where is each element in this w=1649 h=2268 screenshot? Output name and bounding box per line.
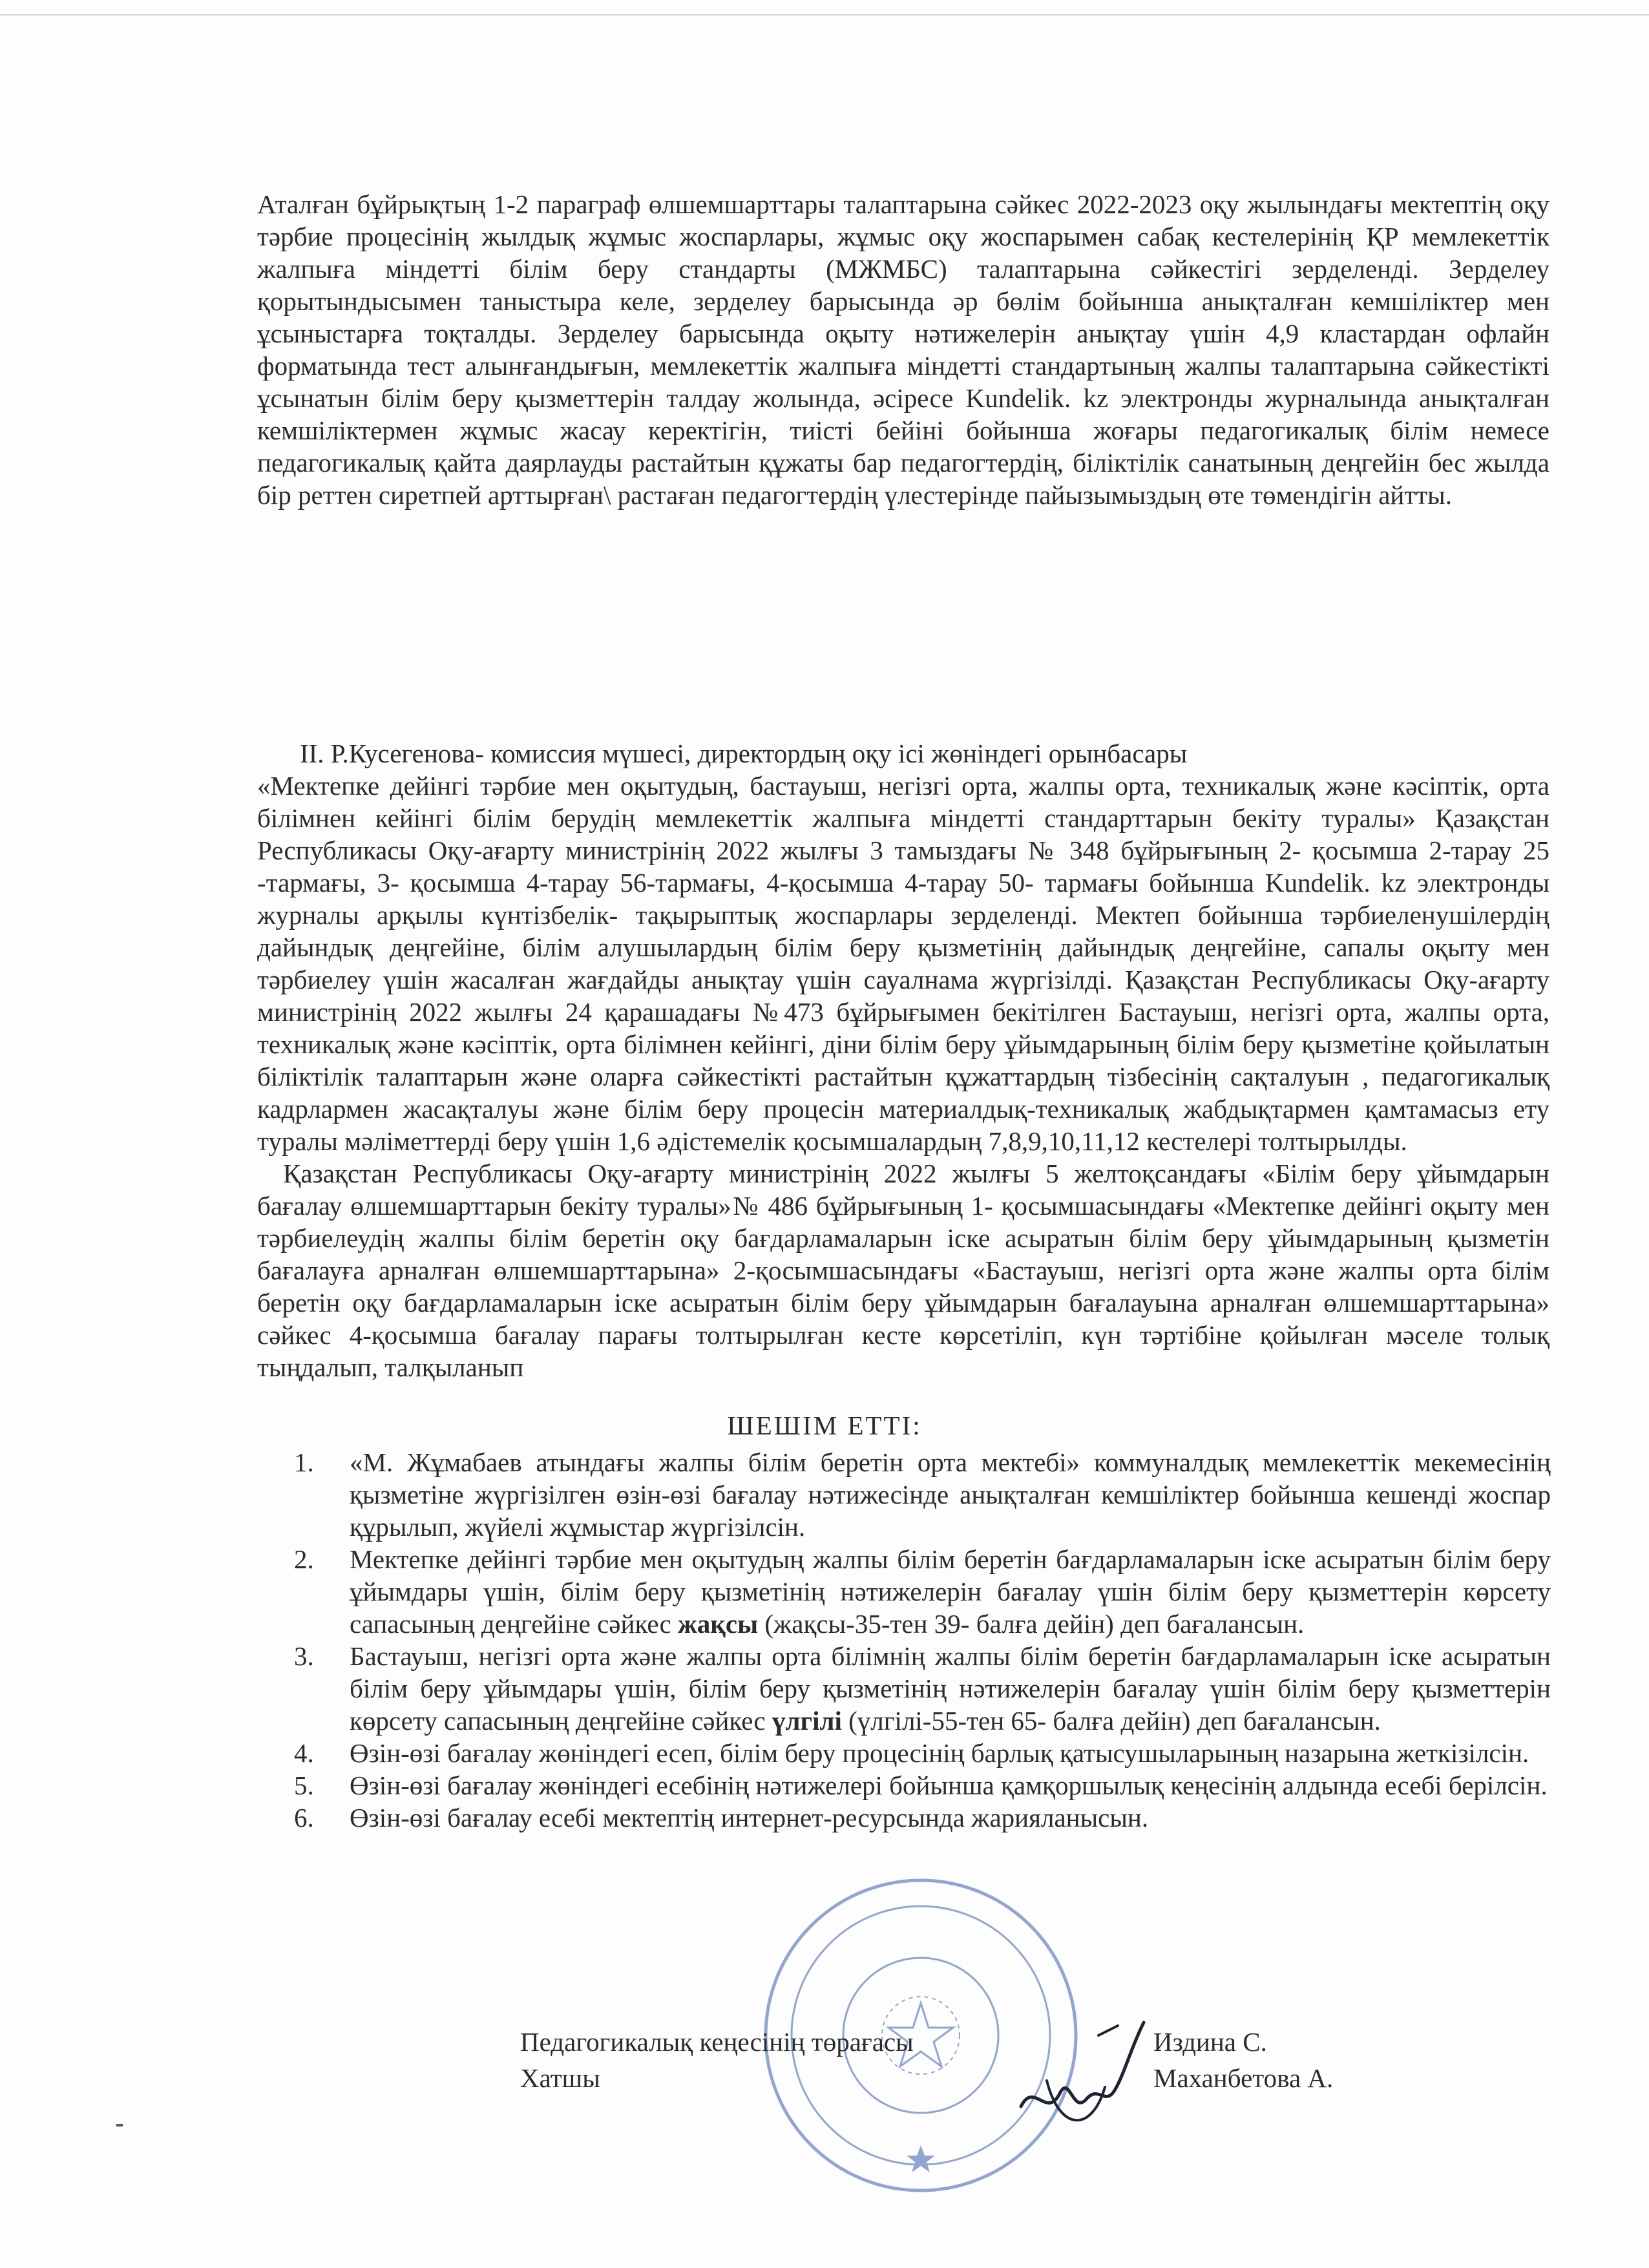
- signature-name: Издина С.: [1153, 2027, 1267, 2057]
- decision-text-end: (үлгілі-55-тен 65- балға дейін) деп бағалансын.: [841, 1706, 1381, 1736]
- decision-rating: үлгілі: [772, 1706, 842, 1736]
- decision-number: 1.: [294, 1447, 314, 1477]
- decision-item-4: [294, 1737, 1551, 1769]
- decision-number: 2.: [294, 1544, 314, 1574]
- decision-number: 3.: [294, 1641, 314, 1671]
- top-divider: [0, 14, 1649, 16]
- signature-row-secretary: [520, 2060, 1425, 2096]
- decision-text: Өзін-өзі бағалау жөніндегі есеп, білім беру процесінің барлық қатысушыларының назарына жеткізілсін.: [350, 1738, 1529, 1768]
- decision-text-start: Мектепке дейінгі тәрбие мен оқытудың жалпы білім беретін бағдарламаларын іске асыратын білім беру ұйымдары үшін, білім беру қызметінің нәтижелерін бағалау үшін білім беру қызметтерін көрсету сапасының деңгейіне сәйкес: [350, 1544, 1551, 1639]
- decision-number: 4.: [294, 1738, 314, 1768]
- decision-rating: жақсы: [678, 1609, 759, 1639]
- paragraph-standards: [257, 743, 1549, 1184]
- decision-item-5: [294, 1769, 1551, 1801]
- decision-text-start: Бастауыш, негізгі орта және жалпы орта білімнің жалпы білім беретін бағдарламаларын іске асыратын білім беру ұйымдары үшін, білім беру қызметінің нәтижелерін бағалау үшін білім беру қызметтерін көрсету сапасының деңгейіне сәйкес: [350, 1641, 1551, 1736]
- paragraph-evaluation: [257, 1131, 1549, 1410]
- decision-list: [294, 1446, 1551, 1834]
- signature-role: Хатшы: [520, 2063, 600, 2093]
- decision-number: 5.: [294, 1770, 314, 1800]
- decision-item-2: [294, 1543, 1551, 1640]
- signature-role: Педагогикалық кеңесінің төрағасы: [520, 2027, 914, 2057]
- decision-text: Өзін-өзі бағалау жөніндегі есебінің нәтижелері бойынша қамқоршылық кеңесінің алдында есебі берілсін.: [350, 1770, 1548, 1800]
- decision-heading: ШЕШІМ ЕТТІ:: [727, 1411, 922, 1440]
- decision-text: «М. Жұмабаев атындағы жалпы білім беретін орта мектебі» коммуналдық мемлекеттік мекемесінің қызметіне жүргізілген өзін-өзі бағалау нәтижесінде анықталған кемшіліктер бойынша кешенді жоспар құрылып, жүйелі жұмыстар жүргізілсін.: [350, 1447, 1551, 1542]
- signature-block: [520, 2024, 1425, 2096]
- decision-number: 6.: [294, 1803, 314, 1832]
- decision-item-6: [294, 1801, 1551, 1834]
- speaker-line: II. Р.Кусегенова- комиссия мүшесі, директордың оқу ісі жөніндегі орынбасары: [300, 739, 1188, 768]
- signature-row-chair: [520, 2024, 1425, 2060]
- decision-item-3: [294, 1640, 1551, 1737]
- decision-text: Өзін-өзі бағалау есебі мектептің интернет-ресурсында жарияланысын.: [350, 1803, 1149, 1832]
- signature-name: Маханбетова А.: [1153, 2063, 1334, 2093]
- paragraph-intro-text: Аталған бұйрықтың 1-2 параграф өлшемшарттары талаптарына сәйкес 2022-2023 оқу жылындағы мектептің оқу тәрбие процесінің жылдық жұмыс жоспарлары, жұмыс оқу жоспарымен сабақ кестелерінің ҚР мемлекеттік жалпыға міндетті білім беру стандарты (МЖМБС) талаптарына сәйкестігі зерделенді. Зерделеу қорытындысымен таныстыра келе, зерделеу барысында әр бөлім бойынша анықталған кемшіліктер мен ұсыныстарға тоқталды. Зерделеу барысында оқыту нәтижелерін анықтау үшін 4,9 кластардан офлайн форматында тест алынғандығын, мемлекеттік жалпыға міндетті стандартының жалпы талаптарына сәйкестікті ұсынатын білім беру қызметтерін талдау жолында, әсіресе Kundelik. kz электронды журналында анықталған кемшіліктермен жұмыс жасау керектігін, тиісті бейіні бойынша жоғары педагогикалық білім немесе педагогикалық қайта даярлауды растайтын құжаты бар педагогтердің, біліктілік санатының деңгейін бес жылда бір реттен сиретпей арттырған\ растаған педагогтердің үлестерінде пайызымыздың өте төмендігін айтты.: [257, 189, 1549, 510]
- decision-item-1: [294, 1446, 1551, 1543]
- paragraph-standards-text: «Мектепке дейінгі тәрбие мен оқытудың, бастауыш, негізгі орта, жалпы орта, техникалық және кәсіптік, орта білімнен кейінгі білім берудің мемлекеттік жалпыға міндетті стандарттарын бекіту туралы» Қазақстан Республикасы Оқу-ағарту министрінің 2022 жылғы 3 тамыздағы № 348 бұйрығының 2- қосымша 2-тарау 25 -тармағы, 3- қосымша 4-тарау 56-тармағы, 4-қосымша 4-тарау 50- тармағы бойынша Kundelik. kz электронды журналы арқылы күнтізбелік- тақырыптық жоспарлары зерделенді. Мектеп бойынша тәрбиеленушілердің дайындық деңгейіне, білім алушылардың білім беру қызметінің дайындық деңгейіне, сапалы оқыту мен тәрбиелеу үшін жасалған жағдайды анықтау үшін сауалнама жүргізілді. Қазақстан Республикасы Оқу-ағарту министрінің 2022 жылғы 24 қарашадағы №473 бұйрығымен бекітілген Бастауыш, негізгі орта, жалпы орта, техникалық және кәсіптік, орта білімнен кейінгі, діни білім беру ұйымдарының білім беру қызметіне қойылатын біліктілік талаптарын және оларға сәйкестікті растайтын құжаттардың тізбесінің сақталуын , педагогикалық кадрлармен жасақталуы және білім беру процесін материалдық-техникалық жабдықтармен қамтамасыз ету туралы мәліметтерді беру үшін 1,6 әдістемелік қосымшалардың 7,8,9,10,11,12 кестелері толтырылды.: [257, 771, 1549, 1156]
- paragraph-evaluation-text: Қазақстан Республикасы Оқу-ағарту министрінің 2022 жылғы 5 желтоқсандағы «Білім беру ұйымдарын бағалау өлшемшарттарын бекіту туралы»№ 486 бұйрығының 1- қосымшасындағы «Мектепке дейінгі оқыту мен тәрбиелеудің жалпы білім беретін оқу бағдарламаларын іске асыратын білім беру ұйымдарының қызметін бағалауға арналған өлшемшарттарына» 2-қосымшасындағы «Бастауыш, негізгі орта және жалпы орта білім беретін оқу бағдарламаларын іске асыратын білім беру ұйымдарын бағалауына арналған өлшемшарттарына» сәйкес 4-қосымша бағалау парағы толтырылған кесте көрсетіліп, күн тәртібіне қойылған мәселе толық тыңдалып, талқыланып: [257, 1159, 1549, 1382]
- paragraph-intro: [257, 162, 1549, 538]
- scan-mark: [116, 2124, 123, 2126]
- decision-text-end: (жақсы-35-тен 39- балға дейін) деп бағалансын.: [758, 1609, 1305, 1639]
